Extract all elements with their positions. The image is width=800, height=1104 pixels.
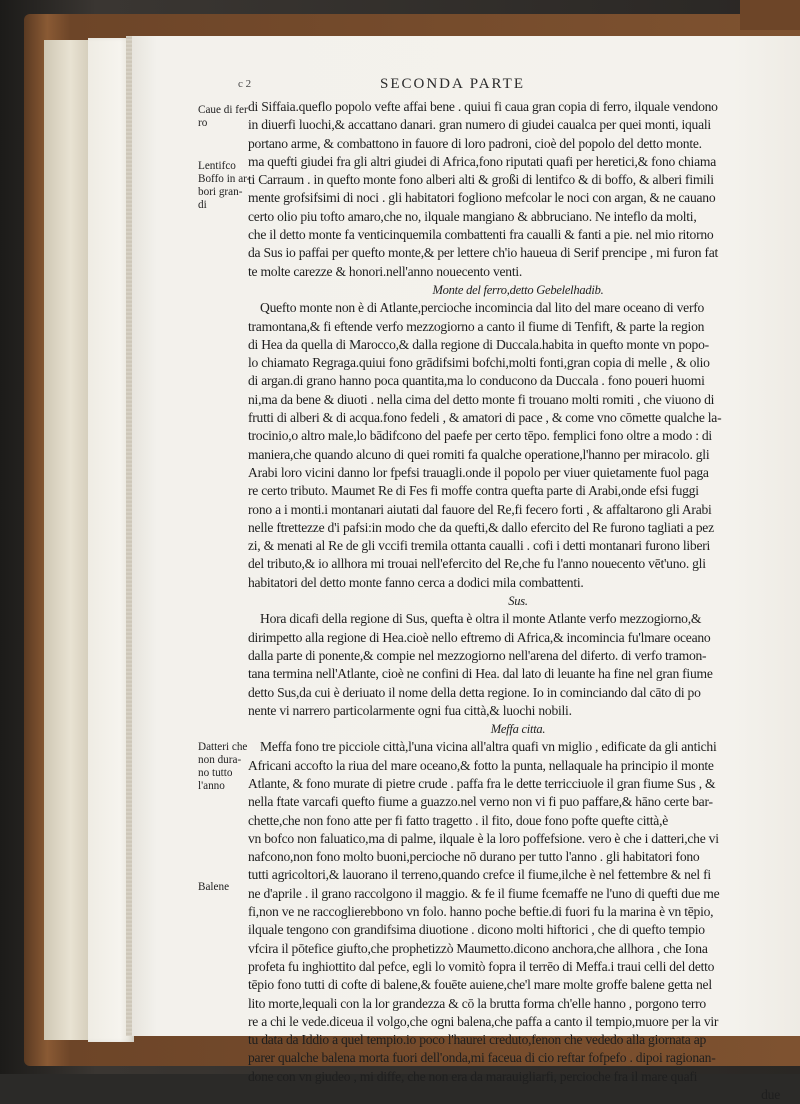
- text-line: lo chiamato Regraga.quiui fono grādifsimi bofchi,molti fonti,gran copia di melle , & olio: [248, 355, 710, 371]
- text-line: Africani accofto la riua del mare oceano,& fotto la punta, nellaquale ha principio il monte: [248, 757, 714, 773]
- text-line: te molte carezze & honori.nell'anno nouecento venti.: [248, 263, 523, 279]
- text-line: Hora dicafi della regione di Sus, quefta è oltra il monte Atlante verfo mezzogiorno,&: [260, 611, 702, 627]
- margin-note-line: Balene: [198, 881, 230, 893]
- text-line: fi,non ve ne raccoglierebbono vn folo. hanno poche beftie.di fuori fu la marina è vn tēpio,: [248, 904, 714, 920]
- margin-note-line: Boffo in ar-: [198, 173, 251, 185]
- text-line: vn bofco non faluatico,ma di palme, ilquale è la loro poffefsione. vero è che i datteri,che vi: [248, 830, 719, 846]
- margin-note-balene: [198, 881, 252, 894]
- cover-corner: [740, 0, 800, 30]
- text-line: dalla parte di ponente,& compie nel mezzogiorno nell'arena del diferto. di verfo tramon-: [248, 647, 707, 663]
- text-line: ti Carraum . in quefto monte fono alberi alti & großi di lentifco & di boffo, & alberi fimili: [248, 172, 714, 188]
- section-heading: Sus.: [508, 594, 528, 609]
- text-line: Meffa fono tre picciole città,l'una vicina all'altra quafi vn miglio , edificate da gli antichi: [260, 739, 717, 755]
- margin-note-line: no tutto: [198, 767, 233, 779]
- text-line: di Hea da quella di Marocco,& dalla regione di Duccala.habita in quefto monte vn popo-: [248, 336, 709, 352]
- left-page-edge: [44, 40, 88, 1040]
- margin-note-line: ro: [198, 117, 208, 129]
- running-head: SECONDA PARTE: [380, 76, 525, 92]
- text-line: lito morte,lequali con la lor grandezza & cō la brutta forma ch'elle hanno , porgono terro: [248, 995, 706, 1011]
- text-line: ma quefti giudei fra gli altri giudei di Africa,fono riputati quafi per heretici,& fono chiama: [248, 153, 716, 169]
- text-line: nafcono,non fono molto buoni,percioche nō durano per tutto l'anno . gli habitatori fono: [248, 849, 700, 865]
- text-line: nella ftate varcafi quefto fiume a guazzo.nel verno non vi fi puo paffare,& hāno certe bar-: [248, 794, 713, 810]
- text-line: trocinio,o altro male,lo bādifcono del paefe per certo tēpo. femplici fono oltre a modo : di: [248, 428, 712, 444]
- section-heading: Monte del ferro,detto Gebelelhadib.: [432, 282, 604, 297]
- margin-note-line: Caue di fer: [198, 104, 248, 116]
- folio-number: c 2: [238, 78, 252, 90]
- text-line: in diuerfi luochi,& accattano danari. gran numero di giudei caualca per quei monti, iquali: [248, 117, 711, 133]
- text-line: tramontana,& fi eftende verfo mezzogiorno a canto il fiume di Tenfift, & parte la region: [248, 318, 705, 334]
- text-line: maniera,che quando alcuno di quei romiti fa qualche operatione,l'hanno per miracolo. gli: [248, 446, 710, 462]
- text-line: vfcira il pōtefice giufto,che prophetizzò Maumetto.dicono anchora,che allhora , che Iona: [248, 940, 708, 956]
- margin-note-line: l'anno: [198, 780, 225, 792]
- margin-note-datteri: [198, 741, 252, 793]
- text-line: ni,ma da bene & diuoti . nella cima del detto monte fi trouano molti romiti , che viuono di: [248, 391, 715, 407]
- text-line: di argan.di grano hanno poca quantita,ma lo conducono da Duccala . fono poueri huomi: [248, 373, 705, 389]
- margin-note-line: di: [198, 199, 207, 211]
- page-stack-edge: [126, 36, 132, 1036]
- margin-note-lentisco: [198, 160, 252, 212]
- text-line: da Sus io paffai per quefto monte,& per lettere ch'io haueua di Serif prencipe , mi furon fat: [248, 245, 719, 261]
- margin-note-line: non dura-: [198, 754, 242, 766]
- text-line: zi, & menati al Re de gli vccifi tremila ottanta caualli . cofi i detti montanari furono liberi: [248, 538, 711, 554]
- text-line: habitatori del detto monte fanno cerca a dodici mila combattenti.: [248, 574, 584, 590]
- text-line: certo olio piu tofto amaro,che no, ilquale mangiano & abbruciano. Ne inteflo da molti,: [248, 208, 697, 224]
- text-line: rono a i monti.i montanari aiutati dal fauore del Re,fi fecero forti , & affaltarono gli Arabi: [248, 501, 712, 517]
- text-line: ilquale tengono con grandifsima diuotione . dicono molti hiftorici , che di quefto tempio: [248, 922, 705, 938]
- text-line: nelle ftrettezze d'i pafsi:in modo che da quefti,& dallo efercito del Re furono tagliati a pez: [248, 519, 714, 535]
- text-line: di Siffaia.queflo popolo vefte affai bene . quiui fi caua gran copia di ferro, ilquale vendono: [248, 99, 718, 114]
- text-line: Quefto monte non è di Atlante,percioche incomincia dal lito del mare oceano di verfo: [260, 300, 705, 316]
- text-line: che il detto monte fa venticinquemila combattenti fra caualli & fanti a pie. nel mio ritorno: [248, 227, 714, 243]
- text-line: re certo tributo. Maumet Re di Fes fi moffe contra quefta parte di Arabi,onde efsi fuggi: [248, 483, 699, 499]
- text-line: portano arme, & combattono in fauore di loro padroni, cioè del popolo del detto monte.: [248, 135, 702, 151]
- margin-note-line: Lentifco: [198, 160, 236, 172]
- margin-note-line: bori gran-: [198, 186, 243, 198]
- section-heading: Meffa citta.: [490, 722, 546, 737]
- text-line: parer qualche balena morta fuori dell'onda,mi faceua di cio reftar fofpefo . dipoi ragionan-: [248, 1050, 716, 1066]
- text-line: Arabi loro vicini danno lor fpefsi trauagli.onde il popolo per viuer quietamente fuol paga: [248, 464, 709, 480]
- margin-note-caue-di-ferro: [198, 104, 252, 130]
- text-line: tana termina nell'Atlante, cioè ne confini di Hea. dal lato di leuante ha fine nel gran fiume: [248, 666, 713, 682]
- margin-note-line: Datteri che: [198, 741, 248, 753]
- text-line: profeta fu inghiottito dal pefce, egli lo vomitò fopra il terrēo di Meffa.i traui celli del detto: [248, 958, 715, 974]
- text-line: re a chi le vede.diceua il volgo,che ogni balena,che paffa a canto il tempio,muore per la vir: [248, 1013, 719, 1029]
- body-text: [248, 98, 788, 1104]
- text-line: nente vi narrero particolarmente ogni fua città,& luochi nobili.: [248, 702, 572, 718]
- text-line: ne d'aprile . il grano raccolgono il maggio. & fe il fiume fcemaffe ne l'uno di quefti due me: [248, 885, 720, 901]
- text-line: tutti agricoltori,& lauorano il terreno,quando crefce il fiume,ilche è nel fettembre & nel fi: [248, 867, 711, 883]
- text-line: Atlante, & fono murate di pietre crude . paffa fra le dette terricciuole il gran fiume Sus , &: [248, 775, 716, 791]
- text-line: mente grofsifsimi di noci . gli habitatori fogliono mefcolar le noci con argan, & ne cauano: [248, 190, 716, 206]
- text-line: frutti di alberi & di acqua.fono fedeli , & amatori di pace , & come vno cōmette qualche la-: [248, 410, 722, 426]
- text-line: del tributo,& io allhora mi trouai nell'efercito del Re,che fu l'anno nouecento vēt'uno. gli: [248, 556, 706, 572]
- text-line: tēpio fono tutti di cofte di balene,& fouēte auiene,che'l mare molte groffe balene getta nel: [248, 977, 712, 993]
- text-line: dirimpetto alla regione di Hea.cioè nello eftremo di Africa,& incomincia fu'lmare oceano: [248, 629, 711, 645]
- catchword: due: [761, 1087, 780, 1103]
- text-line: chette,che non fono atte per fi fatto tragetto . il fito, doue fono pofte quefte città,è: [248, 812, 669, 828]
- text-line: tu data da Iddio a quel tempio.io poco l'haurei creduto,fenon che vededo alla giornata ap: [248, 1032, 707, 1048]
- text-line: detto Sus,da cui è deriuato il nome della detta regione. Io in cominciando dal cāto di po: [248, 684, 701, 700]
- text-line: done con vn giudeo , mi diffe, che non era da marauigliarfi, percioche fra il mare quafi: [248, 1068, 698, 1084]
